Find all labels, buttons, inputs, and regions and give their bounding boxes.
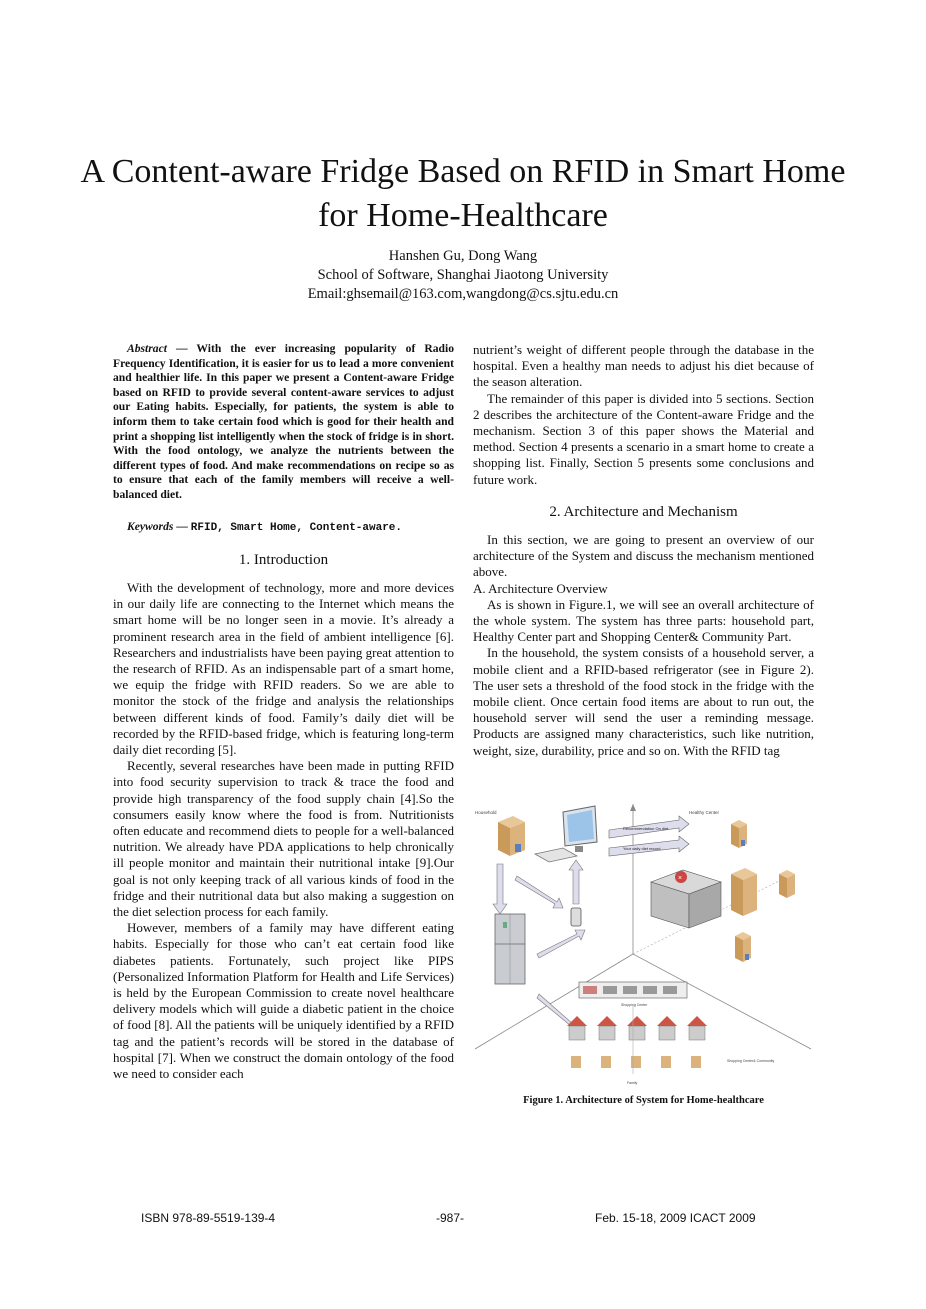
subsection-heading: A. Architecture Overview	[473, 580, 608, 596]
arrow-down-icon	[493, 864, 507, 914]
monitor-icon	[563, 806, 597, 852]
arrow-diagonal-icon	[515, 876, 563, 908]
email: Email:ghsemail@163.com,wangdong@cs.sjtu.edu.cn	[307, 286, 619, 302]
paper-title: A Content-aware Fridge Based on RFID in Smart Home for Home-Healthcare	[80, 153, 846, 234]
family-server-icon	[691, 1056, 701, 1068]
keyboard-icon	[535, 848, 577, 862]
center-server-icon	[731, 868, 757, 916]
section-2-paragraph-2: As is shown in Figure.1, we will see an overall architecture of the whole system. The system has three parts: household part, Healthy Center part and Shopping Center& Community Part.	[473, 596, 814, 645]
server-small-icon	[731, 820, 747, 848]
section-2-paragraph-1: In this section, we are going to present an overview of our architecture of the System and discuss the mechanism mentioned above.	[473, 532, 814, 580]
house-icon	[597, 1016, 617, 1040]
left-column	[113, 342, 454, 1082]
recommend-label: Recommendation On diet	[623, 826, 669, 831]
abstract	[113, 342, 454, 503]
right-paragraph-2: The remainder of this paper is divided into 5 sections. Section 2 describes the architecture of the Content-aware Fridge and the mechanism. Section 3 of this paper shows the Material and method. Section 4 presents a scenario in a smart home to create a shopping list. Finally, Section 5 presents some conclusions and future work.	[473, 390, 814, 487]
family-server-icon	[661, 1056, 671, 1068]
figure-caption: Figure 1. Architecture of System for Home-healthcare	[523, 1095, 764, 1106]
household-label: Household	[475, 810, 497, 815]
server-right-icon	[779, 870, 795, 898]
house-icon	[567, 1016, 587, 1040]
daily-record-arrow	[609, 836, 689, 856]
family-server-icon	[571, 1056, 581, 1068]
family-label: Family	[627, 1081, 638, 1085]
abstract-text: — With the ever increasing popularity of Radio Frequency Identification, it is easier for us to lead a more convenient and healthier life. In this paper we present a Content-aware Fridge based on RFID to provide several content-aware services to adjust our Eating habits. Especially, for patients, the system is able to inform them to take certain food which is good for their health and print a shopping list intelligently when the stock of fridge is in short. With the food ontology, we analyze the nutrients between the different types of food. And make recommendations on recipe so as to ensure that each of the family members will receive a well-balanced diet.	[113, 342, 454, 501]
house-icon	[687, 1016, 707, 1040]
household-server-icon	[498, 816, 525, 856]
right-column	[473, 342, 814, 759]
intro-paragraph-2: Recently, several researches have been made in putting RFID into food security supervision to track & trace the food and provide high transparency of the food supply chain [4].So the consumers easily know where the food is from. Nutritionists often educate and recommend diets to people for a well-balanced nutrition. We already have PDA applications to help chronically ill people monitor and maintain their nutritional intake [9].Our goal is not only keeping track of all various kinds of food in the fridge and their nutritional data but also making a suggestion on the diet selection process for each family.	[113, 758, 454, 919]
authors: Hanshen Gu, Dong Wang	[388, 248, 538, 264]
footer-isbn: ISBN 978-89-5519-139-4	[141, 1211, 276, 1225]
footer-conference: Feb. 15-18, 2009 ICACT 2009	[595, 1211, 756, 1225]
hospital-cross-icon: ×	[678, 875, 683, 882]
keywords	[113, 519, 454, 536]
architecture-figure	[473, 804, 814, 1087]
section-1-heading: 1. Introduction	[238, 551, 329, 568]
family-server-icon	[631, 1056, 641, 1068]
arrow-up-icon	[630, 804, 636, 811]
shopping-center-label: Shopping Center	[621, 1003, 648, 1007]
shopping-center-icon	[579, 982, 687, 998]
community-label: Shopping Center& Community	[727, 1059, 775, 1063]
abstract-label: Abstract	[127, 342, 167, 355]
fridge-icon	[495, 914, 525, 984]
mobile-phone-icon	[571, 908, 581, 926]
intro-paragraph-1: With the development of technology, more and more devices in our daily life are connecting to the Internet which means the smart home will be no longer seen in a movie. It’s already a prominent research area in the field of ambient intelligence [6]. Researchers and industrialists have been paying great attention to the research of RFID. As an indispensable part of a smart home, we equip the fridge with RFID readers. So we are able to monitor the stock of the fridge and analysis the relationships between different kinds of food. Family’s daily diet will be recorded by the RFID-based fridge, which is featuring long-term daily diet recording [5].	[113, 579, 454, 757]
house-icon	[657, 1016, 677, 1040]
right-paragraph-1: nutrient’s weight of different people through the database in the hospital. Even a healthy man needs to adjust his diet because of the season alteration.	[473, 342, 814, 390]
section-2-paragraph-3: In the household, the system consists of a household server, a mobile client and a RFID-based refrigerator (see in Figure 2). The user sets a threshold of the food stock in the fridge with the mobile client. Once certain food items are about to run out, the household server will send the user a reminding message. Products are assigned many characteristics, such like nutrition, weight, size, durability, price and so on. With the RFID tag	[473, 645, 814, 758]
arrow-to-center-icon	[537, 930, 585, 958]
family-server-icon	[601, 1056, 611, 1068]
affiliation: School of Software, Shanghai Jiaotong University	[317, 267, 609, 283]
house-icon	[627, 1016, 647, 1040]
keywords-text: RFID, Smart Home, Content-aware.	[190, 521, 402, 534]
server-lower-icon	[735, 932, 751, 962]
author-block	[60, 247, 866, 304]
arrow-up-small-icon	[569, 860, 583, 904]
hospital-icon	[651, 870, 721, 928]
healthy-center-label: Healthy Center	[689, 810, 720, 815]
daily-label: Your daily diet record	[623, 846, 661, 851]
keywords-dash: —	[173, 519, 191, 533]
recommendation-arrow	[609, 816, 689, 838]
intro-paragraph-3: However, members of a family may have different eating habits. Especially for those who can’t eat certain food like diabetes patients. Fortunately, such project like PIPS (Personalized Information Platform for Health and Life Services) is held by the European Commission to create novel healthcare delivery models which will guide a diabetic patient in the choice of food [8]. All the patients will be uniquely identified by a RFID tag and the patient’s records will be stored in the database of hospital [7]. When we construct the domain ontology of the food we need to consider each	[113, 920, 454, 1082]
keywords-label: Keywords	[127, 519, 174, 533]
footer-page-number: -987-	[436, 1211, 465, 1225]
section-2-heading: 2. Architecture and Mechanism	[549, 503, 738, 520]
